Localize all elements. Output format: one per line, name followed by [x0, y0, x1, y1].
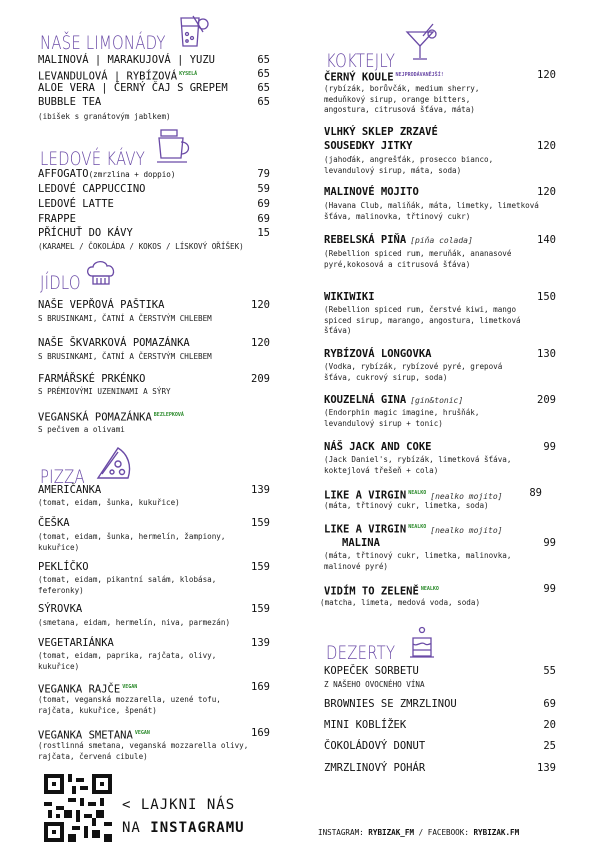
item-description: (matcha, limeta, medová voda, soda)	[320, 598, 481, 607]
menu-item: MINI KOBLÍŽEK 20	[324, 719, 556, 731]
badge-nealko: NEALKO	[408, 524, 427, 530]
item-description: S BRUSINKAMI, ČATNÍ A ČERSTVÝM CHLEBEM	[38, 352, 212, 361]
badge-nejprodavanejsi: NEJPRODÁVANĚJŠÍ!	[395, 72, 444, 78]
cocktail-glass-icon	[403, 22, 439, 68]
menu-item: VEGETARIÁNKA 139	[38, 637, 270, 649]
menu-item: NÁŠ JACK AND COKE 99	[324, 441, 556, 453]
item-description: (tomat, eidam, šunka, hermelín, žampiony, kukuřice)	[38, 532, 226, 552]
section-title-kavy: LEDOVÉ KÁVY	[40, 148, 146, 170]
badge-nealko: NEALKO	[420, 586, 439, 592]
menu-item: KOPEČEK SORBETU 55	[324, 665, 556, 677]
social-footer: INSTAGRAM: RYBIZAK_FM / FACEBOOK: RYBIZAK.FM	[318, 828, 520, 837]
item-description: S pečivem a olivami	[38, 425, 125, 434]
item-description: (smetana, eidam, hermelín, niva, parmezán)	[38, 618, 231, 627]
instagram-callout-line1: < LAJKNI NÁS	[122, 797, 236, 813]
menu-item: VLHKÝ SKLEP ZRZAVÉ	[324, 126, 438, 138]
badge-vegan: VEGAN	[134, 730, 150, 736]
item-note: (KARAMEL / ČOKOLÁDA / KOKOS / LÍSKOVÝ OŘÍŠEK)	[38, 242, 244, 251]
menu-item: LIKE A VIRGIN $^{NEALKO}$ [nealko mojito]	[324, 523, 503, 536]
menu-item: MALINOVÉ MOJITO 120	[324, 186, 556, 198]
item-description: S PRÉMIOVÝMI UZENINAMI A SÝRY	[38, 387, 171, 396]
section-header-limonady	[40, 14, 213, 54]
item-description: (tomat, veganská mozzarella, uzené tofu, rajčata, kukuřice, špenát)	[38, 695, 221, 715]
badge-kysela: KYSELÁ	[179, 71, 198, 77]
menu-item: FARMÁŘSKÉ PRKÉNKO 209	[38, 373, 270, 385]
badge-vegan: VEGAN	[122, 684, 138, 690]
item-description: (Havana Club, maliňák, máta, limetky, limetková šťáva, malinovka, třtinový cukr)	[324, 201, 539, 221]
menu-item: NAŠE VEPŘOVÁ PAŠTIKA 120	[38, 299, 270, 311]
item-description: (Vodka, rybízák, rybízové pyré, grepová šťáva, cukrový sirup, soda)	[324, 362, 503, 382]
section-title-koktejly: KOKTEJLY	[326, 50, 396, 72]
instagram-callout-line2: NA INSTAGRAMU	[122, 820, 245, 836]
instagram-callout	[122, 794, 245, 840]
section-header-dezerty	[326, 626, 437, 664]
item-description: (Endorphin magic imagine, hrušňák, levandulový sirup + tonic)	[324, 408, 480, 428]
menu-item: LEVANDULOVÁ | RYBÍZOVÁ $^{KYSELÁ}$ 65	[38, 68, 270, 83]
menu-item: PEKLÍČKO 159	[38, 561, 270, 573]
menu-item: RYBÍZOVÁ LONGOVKA 130	[324, 348, 556, 360]
menu-item: LIKE A VIRGIN $^{NEALKO}$ [nealko mojito] 89	[324, 487, 542, 502]
item-description: (máta, třtinový cukr, limetka, soda)	[324, 501, 489, 510]
item-description: (tomat, eidam, šunka, kukuřice)	[38, 498, 180, 507]
chef-hat-icon	[84, 258, 120, 294]
menu-item: ČOKOLÁDOVÝ DONUT 25	[324, 740, 556, 752]
item-description: (tomat, eidam, pikantní salám, klobása, feferonky)	[38, 575, 217, 595]
menu-item: ČEŠKA 159	[38, 517, 270, 529]
section-title-limonady: NAŠE LIMONÁDY	[40, 32, 166, 54]
iced-coffee-icon	[155, 128, 195, 170]
item-description: (Rebellion spiced rum, meruňák, ananasové pyré,kokosová a citrusová šťáva)	[324, 249, 512, 269]
item-description: (máta, třtinový cukr, limetka, malinovka, malinové pyré)	[324, 551, 512, 571]
menu-item-line2: MALINA 99	[342, 537, 556, 549]
item-description: (jahoďák, angrešťák, prosecco bianco, levandulový sirup, máta, soda)	[324, 155, 494, 175]
menu-item: KOUZELNÁ GINA [gin&tonic] 209	[324, 394, 556, 406]
menu-item: BUBBLE TEA 65	[38, 96, 270, 108]
menu-item: AFFOGATO(zmrzlina + doppio) 79	[38, 168, 270, 180]
menu-item: VIDÍM TO ZELENĚ $^{NEALKO}$ 99	[324, 583, 556, 598]
section-header-koktejly	[326, 22, 439, 72]
item-description: (rybízák, borůvčák, medium sherry, meduňkový sirup, orange bitters, angostura, citrusová šťáva, máta)	[324, 84, 480, 114]
menu-item: MALINOVÁ | MARAKUJOVÁ | YUZU 65	[38, 54, 270, 66]
menu-item: PŘÍCHUŤ DO KÁVY 15	[38, 227, 270, 239]
menu-item: AMERIČANKA 139	[38, 484, 270, 496]
lemonade-glass-icon	[175, 14, 213, 54]
item-description: Z NAŠEHO OVOCNÉHO VÍNA	[324, 680, 425, 689]
menu-item: BROWNIES SE ZMRZLINOU 69	[324, 698, 556, 710]
badge-nealko: NEALKO	[408, 490, 427, 496]
menu-item: FRAPPE 69	[38, 213, 270, 225]
menu-item: NAŠE ŠKVARKOVÁ POMAZÁNKA 120	[38, 337, 270, 349]
menu-item: VEGANKA SMETANA $^{VEGAN}$ 169	[38, 727, 270, 742]
cake-icon	[407, 626, 437, 664]
section-title-dezerty: DEZERTY	[326, 642, 396, 664]
badge-bezlepkova: BEZLEPKOVÁ	[153, 412, 184, 418]
section-header-jidlo	[40, 258, 120, 294]
menu-item: SÝROVKA 159	[38, 603, 270, 615]
menu-item: REBELSKÁ PIŇA [piňa colada] 140	[324, 234, 556, 246]
item-description: (Jack Daniel's, rybízák, limetková šťáva, koktejlová třešeň + cola)	[324, 455, 512, 475]
menu-item: ALOE VERA | ČERNÝ ČAJ S GREPEM 65	[38, 82, 270, 94]
menu-item-line2: SOUSEDKY JITKY 120	[324, 140, 556, 152]
item-note: (ibišek s granátovým jablkem)	[38, 112, 171, 121]
section-header-kavy	[40, 128, 195, 170]
menu-item: WIKIWIKI 150	[324, 291, 556, 303]
menu-item: ČERNÝ KOULE $^{NEJPRODÁVANĚJŠÍ!}$ 120	[324, 69, 556, 84]
section-header-pizza	[40, 446, 134, 488]
item-description: S BRUSINKAMI, ČATNÍ A ČERSTVÝM CHLEBEM	[38, 314, 212, 323]
item-description: (tomat, eidam, paprika, rajčata, olivy, kukuřice)	[38, 651, 217, 671]
item-description: (Rebellion spiced rum, čerstvé kiwi, mango spiced sirup, marango, angostura, limetková šťáva)	[324, 305, 521, 335]
pizza-icon	[94, 446, 134, 488]
item-description: (rostlinná smetana, veganská mozzarella olivy, rajčata, červená cibule)	[38, 741, 249, 761]
instagram-handle-link[interactable]: RYBIZAK_FM	[368, 828, 415, 837]
menu-item: VEGANKA RAJČE $^{VEGAN}$ 169	[38, 681, 270, 696]
menu-item: VEGANSKÁ POMAZÁNKA $^{BEZLEPKOVÁ}$	[38, 411, 184, 424]
facebook-handle-link[interactable]: RYBIZAK.FM	[473, 828, 520, 837]
menu-item: LEDOVÉ LATTE 69	[38, 198, 270, 210]
menu-item: ZMRZLINOVÝ POHÁR 139	[324, 762, 556, 774]
qr-code-icon[interactable]	[44, 774, 112, 846]
menu-item: LEDOVÉ CAPPUCCINO 59	[38, 183, 270, 195]
section-title-jidlo: JÍDLO	[40, 272, 81, 294]
section-title-pizza: PIZZA	[40, 466, 85, 488]
